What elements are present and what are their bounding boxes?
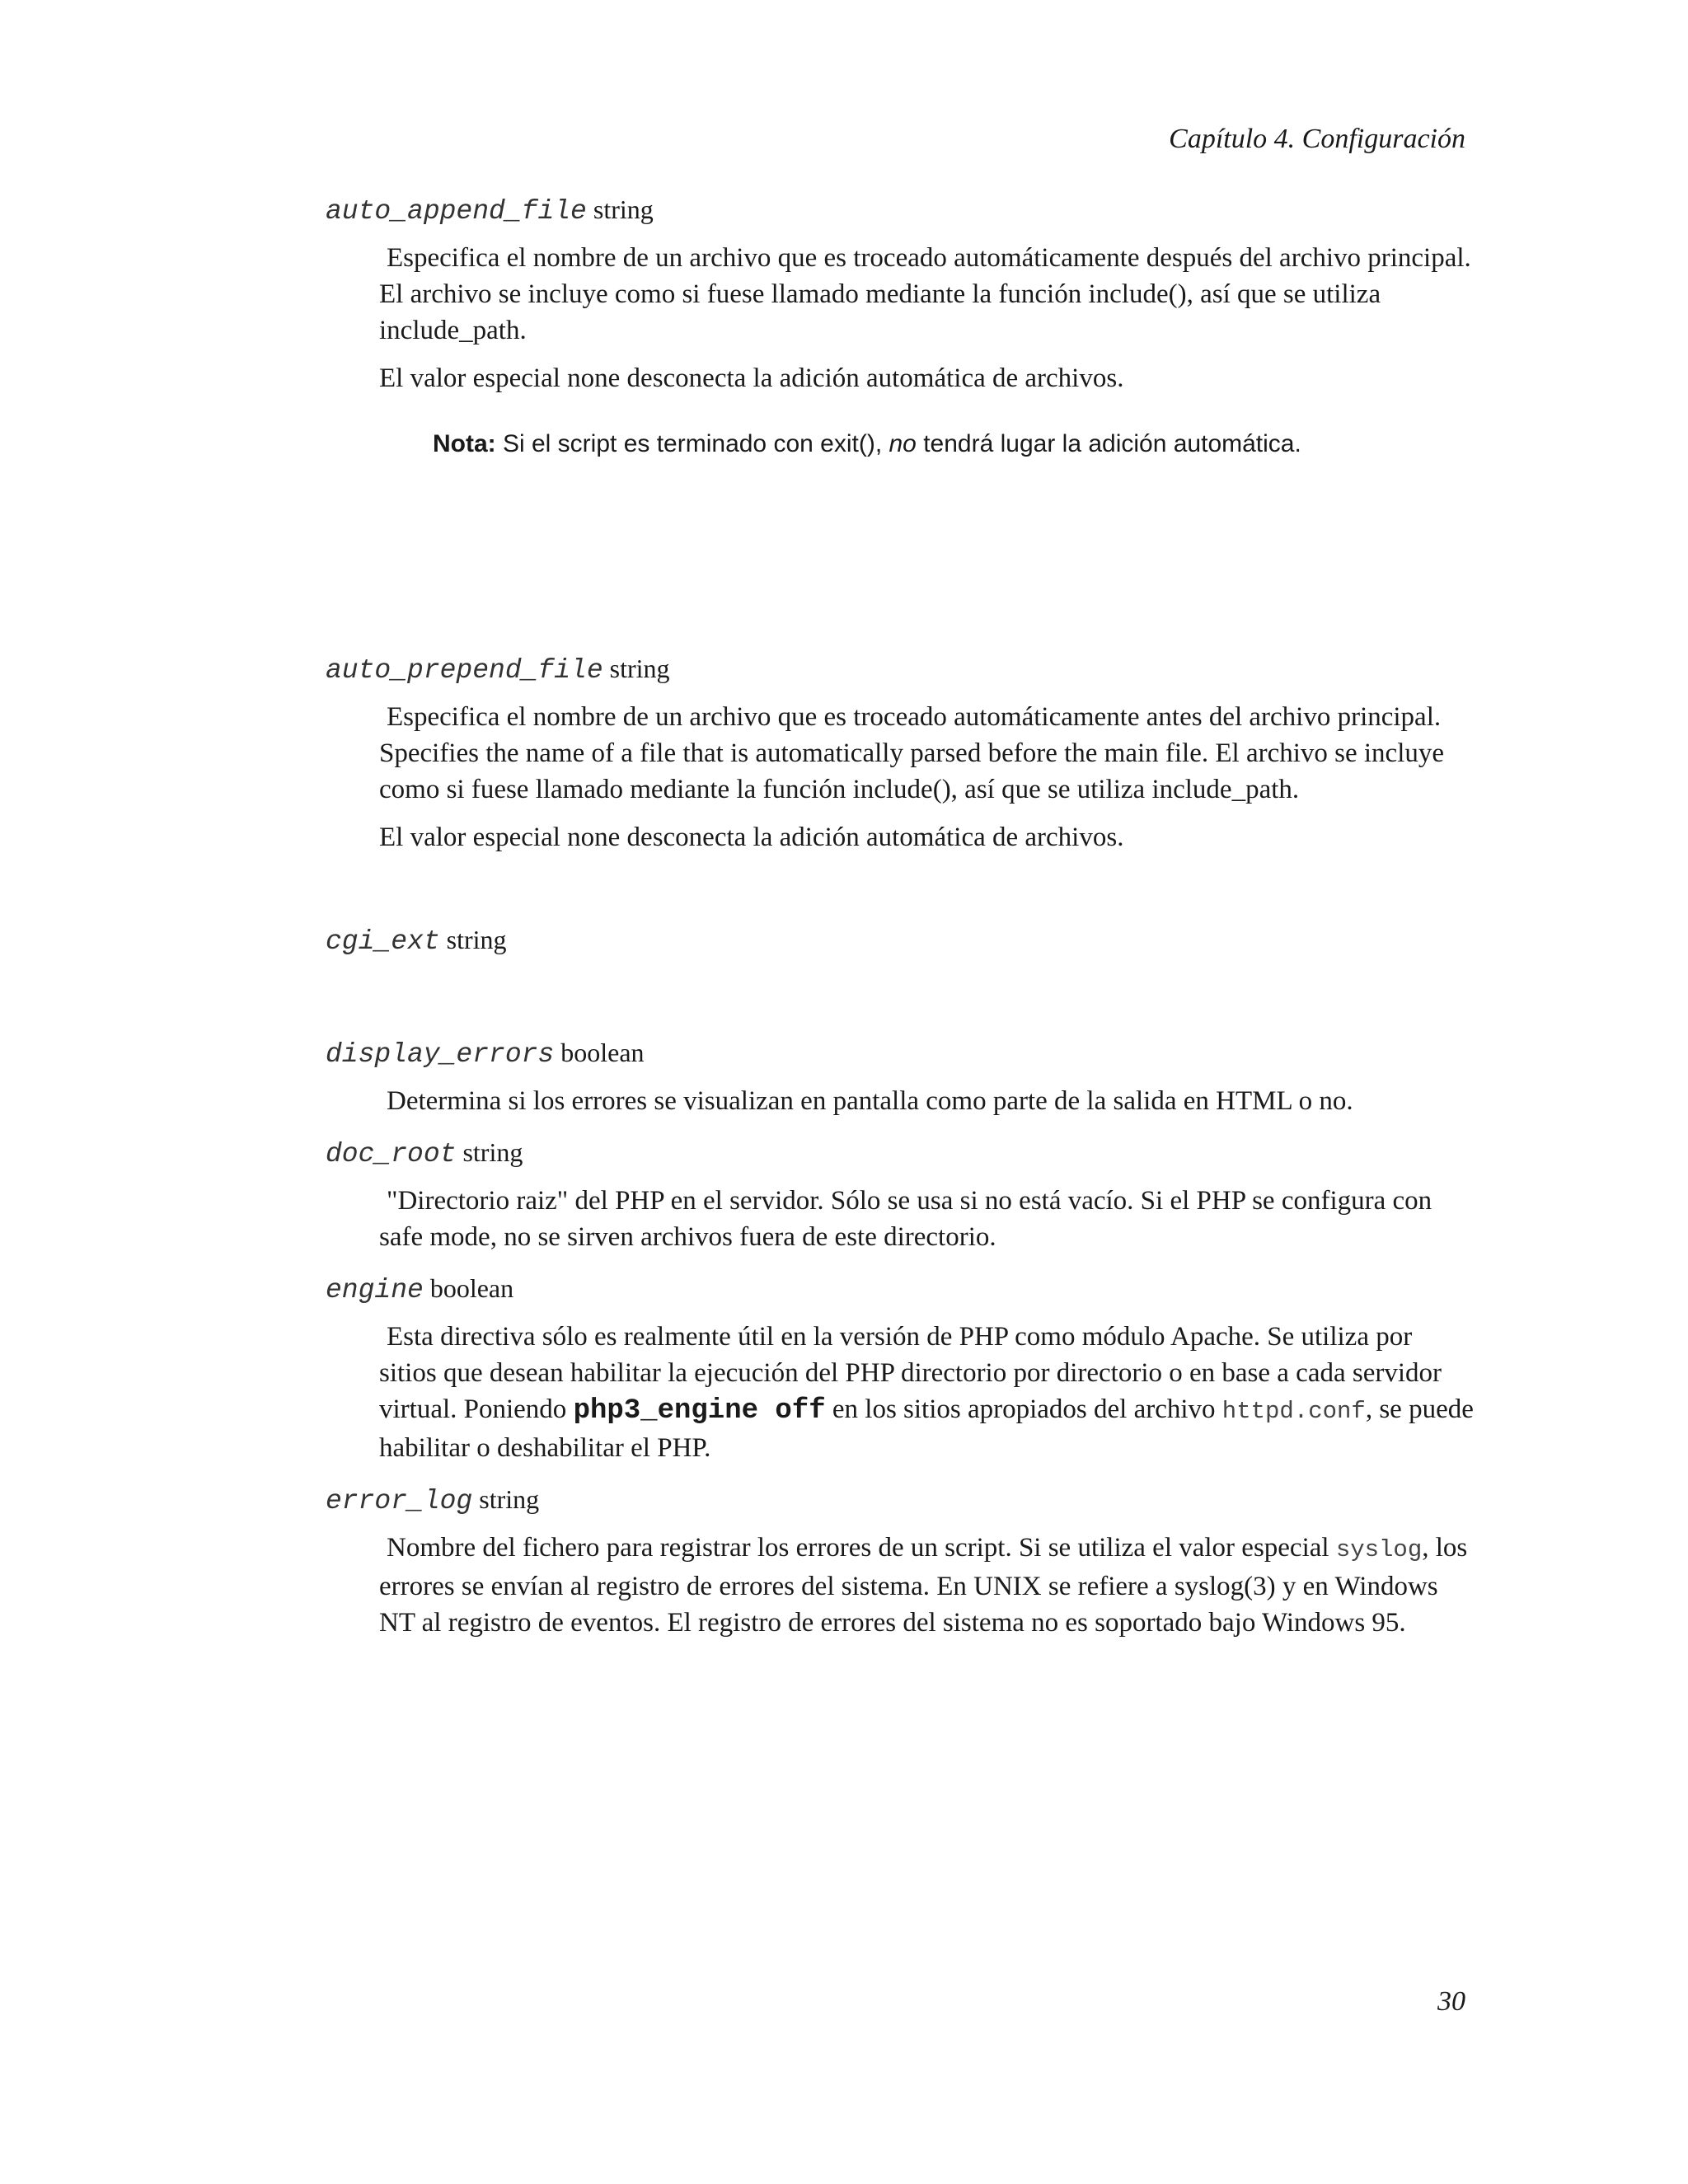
directive-type: string xyxy=(479,1484,540,1514)
description-paragraph: Determina si los errores se visualizan en pantalla como parte de la salida en HTML o no. xyxy=(387,1086,1353,1116)
description-paragraph: "Directorio raiz" del PHP en el servidor. Sólo se usa si no está vacío. Si el PHP se configura con safe mode, no se sirven archivos fuera de este directorio. xyxy=(379,1186,1432,1252)
description-text: Nombre del fichero para registrar los errores de un script. Si se utiliza el valor especial xyxy=(387,1533,1336,1563)
note-text: tendrá lugar la adición automática. xyxy=(916,430,1301,457)
directive-list xyxy=(326,190,1475,1641)
code-syslog: syslog xyxy=(1335,1536,1423,1563)
directive-name: doc_root xyxy=(326,1139,457,1169)
directive-name: display_errors xyxy=(326,1039,555,1070)
directive-description xyxy=(326,699,1475,855)
entry-error-log xyxy=(326,1479,1475,1641)
directive-term xyxy=(326,1268,1475,1310)
description-paragraph xyxy=(379,1319,1475,1466)
note-label: Nota: xyxy=(433,430,496,457)
code-php3-engine-off: php3_engine off xyxy=(573,1395,826,1427)
directive-term xyxy=(326,1479,1475,1521)
entry-display-errors xyxy=(326,1033,1475,1119)
description-text: en los sitios apropiados del archivo xyxy=(825,1394,1222,1424)
description-paragraph: El valor especial none desconecta la adición automática de archivos. xyxy=(379,363,1124,393)
directive-term xyxy=(326,190,1475,232)
entry-auto-prepend-file xyxy=(326,649,1475,855)
directive-name: error_log xyxy=(326,1486,473,1516)
description-text: , los errores se envían al registro de errores del sistema. En UNIX se refiere a syslog(3) y en Windows NT al registro de eventos. El registro de errores del sistema no es soportado bajo Windows 95. xyxy=(379,1533,1468,1638)
directive-type: boolean xyxy=(560,1038,645,1067)
code-httpd-conf: httpd.conf xyxy=(1221,1398,1366,1425)
description-paragraph: Especifica el nombre de un archivo que es troceado automáticamente antes del archivo principal. Specifies the name of a file that is automatically parsed before the main file. El archivo se incluye como si fuese llamado mediante la función include(), así que se utiliza include_path. xyxy=(379,702,1445,804)
description-paragraph xyxy=(379,1530,1475,1641)
description-text: , se puede habilitar o deshabilitar el PHP. xyxy=(379,1394,1474,1463)
description-paragraph: Especifica el nombre de un archivo que es troceado automáticamente después del archivo principal. El archivo se incluye como si fuese llamado mediante la función include(), así que se utiliza include_path. xyxy=(379,243,1471,345)
directive-type: boolean xyxy=(429,1273,514,1303)
entry-engine xyxy=(326,1268,1475,1466)
directive-type: string xyxy=(593,194,654,224)
directive-description xyxy=(326,1530,1475,1641)
note-emphasis: no xyxy=(889,430,917,457)
note xyxy=(326,428,1475,461)
directive-term xyxy=(326,1132,1475,1174)
directive-name: cgi_ext xyxy=(326,926,440,957)
directive-term xyxy=(326,1033,1475,1075)
note-text: Si el script es terminado con exit(), xyxy=(495,430,889,457)
directive-type: string xyxy=(462,1137,523,1167)
entry-doc-root xyxy=(326,1132,1475,1255)
directive-type: string xyxy=(446,925,507,954)
description-text: Esta directiva sólo es realmente útil en la versión de PHP como módulo Apache. Se utiliza por sitios que desean habilitar la ejecución del PHP directorio por directorio o en base a cada servidor virtual. Poniendo xyxy=(379,1322,1442,1424)
directive-description xyxy=(326,1319,1475,1466)
directive-name: auto_prepend_file xyxy=(326,655,603,686)
entry-auto-append-file xyxy=(326,190,1475,461)
directive-term xyxy=(326,920,1475,962)
directive-description xyxy=(326,240,1475,396)
description-paragraph: El valor especial none desconecta la adición automática de archivos. xyxy=(379,823,1124,852)
directive-description xyxy=(326,1183,1475,1255)
directive-type: string xyxy=(609,654,670,683)
directive-term xyxy=(326,649,1475,691)
directive-name: engine xyxy=(326,1275,424,1305)
directive-name: auto_append_file xyxy=(326,196,587,227)
running-header: Capítulo 4. Configuración xyxy=(1169,124,1465,154)
entry-cgi-ext xyxy=(326,920,1475,962)
directive-description xyxy=(326,1083,1475,1119)
page-number: 30 xyxy=(1437,1986,1465,2017)
